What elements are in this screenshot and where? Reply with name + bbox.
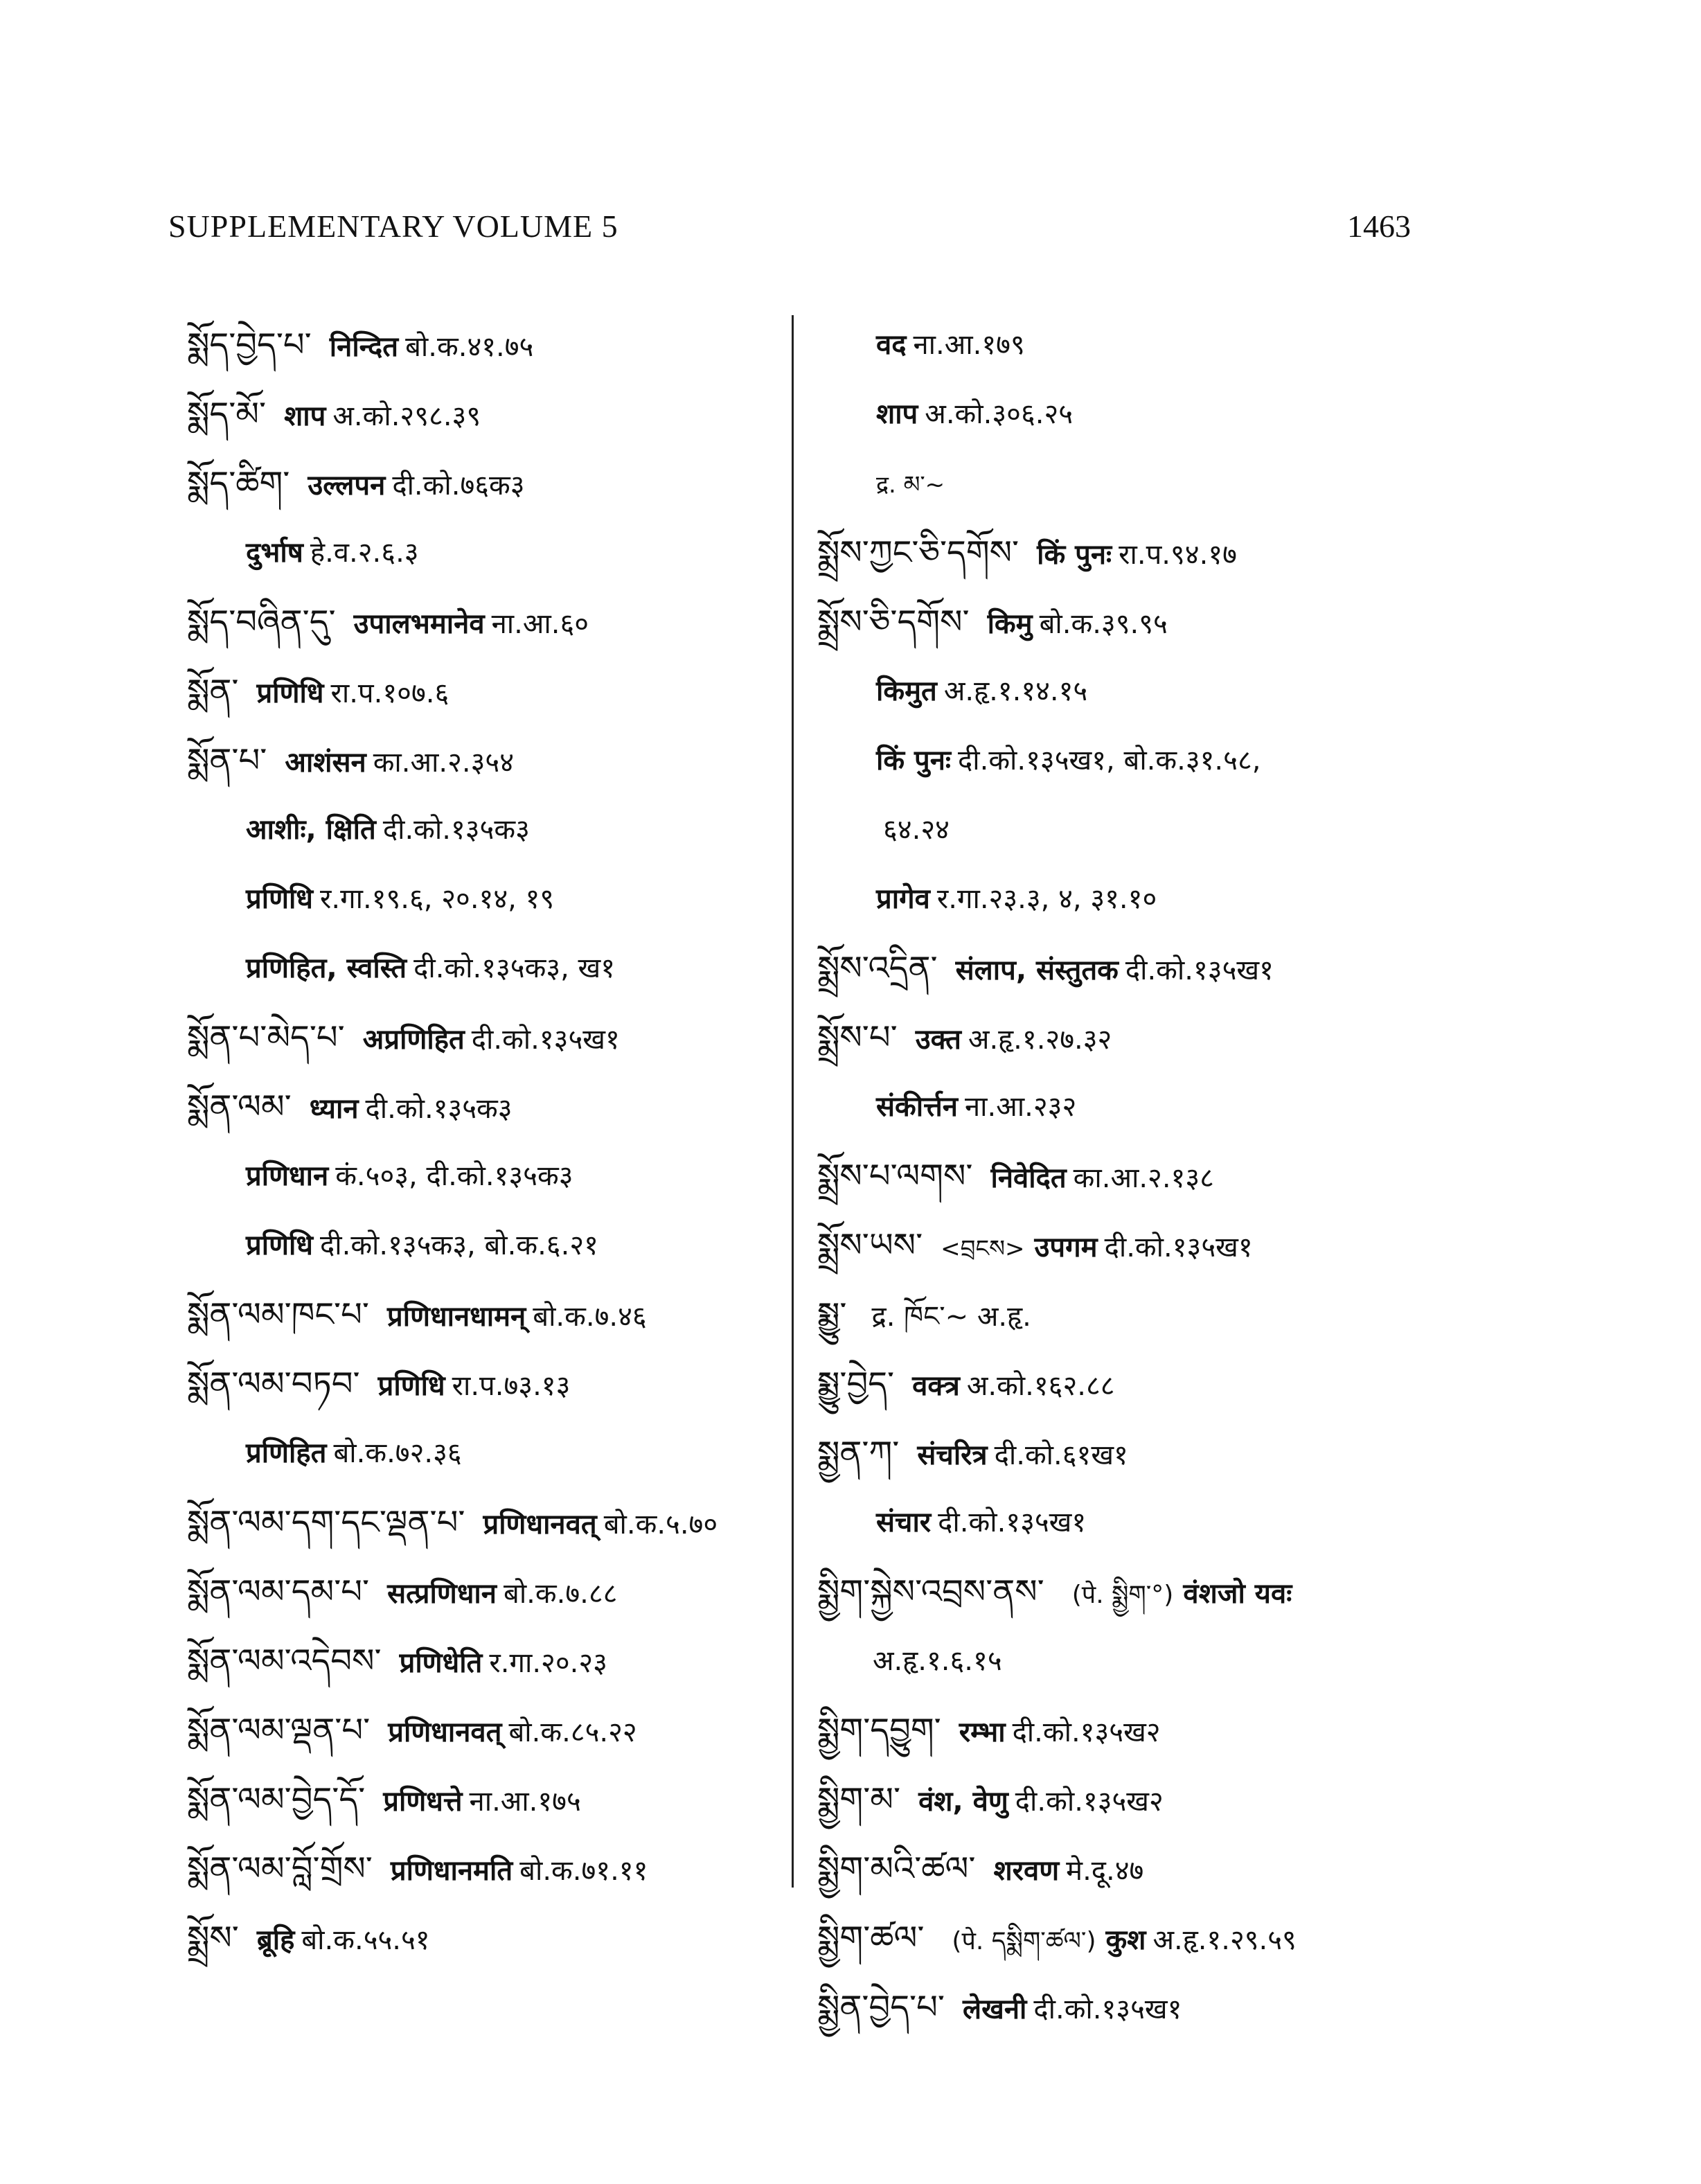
sanskrit-equivalent: प्रणिधत्ते <box>383 1786 463 1818</box>
source-reference: मे.दू.४७ <box>1066 1855 1144 1887</box>
dictionary-entry <box>817 1765 1579 1834</box>
dictionary-entry <box>187 1626 783 1696</box>
dictionary-entry <box>187 1696 783 1765</box>
tibetan-headword: སྨྱིག་ཚལ་ <box>817 1919 925 1957</box>
tibetan-headword: སྨོན་པ་ <box>187 741 267 780</box>
dictionary-entry <box>187 1349 783 1419</box>
column-divider <box>792 315 794 1888</box>
dictionary-entry <box>187 1419 783 1488</box>
dictionary-entry <box>817 1072 1579 1142</box>
dictionary-entry <box>817 1626 1579 1696</box>
dictionary-entry <box>817 864 1579 934</box>
dictionary-entry <box>187 726 783 795</box>
dictionary-entry <box>817 1696 1579 1765</box>
dictionary-entry <box>187 864 783 934</box>
dictionary-entry <box>187 795 783 864</box>
source-reference: ६४.२४ <box>883 814 950 846</box>
tibetan-headword: སྨྲོས་པ་ <box>817 1018 898 1057</box>
dictionary-entry <box>187 1211 783 1280</box>
source-reference: अ.को.३०६.२५ <box>925 398 1074 430</box>
source-reference: दी.को.१३५क३, ख१ <box>413 952 616 984</box>
dictionary-entry <box>817 310 1579 380</box>
sanskrit-equivalent: संकीर्त्तन <box>876 1091 958 1123</box>
variant-note: (पे. སྨྱིག་°) <box>1071 1581 1174 1609</box>
sanskrit-equivalent: कुश <box>1105 1924 1146 1956</box>
left-column <box>187 310 783 1973</box>
sanskrit-equivalent: प्रणिधान <box>246 1160 329 1192</box>
dictionary-entry <box>187 1834 783 1903</box>
source-reference: रा.प.१०७.६ <box>330 677 449 709</box>
page-number: 1463 <box>1347 208 1411 244</box>
dictionary-entry <box>817 1903 1579 1973</box>
dictionary-entry <box>817 1419 1579 1488</box>
sanskrit-equivalent: प्रणिधि <box>377 1370 445 1402</box>
tibetan-headword: སྨྲོས་འདྲིན་ <box>817 949 938 988</box>
sanskrit-equivalent: आशीः, क्षिति <box>246 814 376 846</box>
tibetan-headword: སྨོན་ལམ་བློ་གྲོས་ <box>187 1849 373 1888</box>
tibetan-headword: སྨོན་ལམ་བཏབ་ <box>187 1365 360 1403</box>
sanskrit-equivalent: उक्त <box>915 1024 961 1056</box>
sanskrit-equivalent: प्रणिहित, स्वस्ति <box>246 952 407 984</box>
dictionary-entry <box>187 1488 783 1557</box>
sanskrit-equivalent: सत्प्रणिधान <box>387 1578 497 1610</box>
sanskrit-equivalent: प्रणिधानमति <box>390 1855 513 1887</box>
dictionary-entry <box>817 1973 1579 2042</box>
sanskrit-equivalent: उपालभमानेव <box>353 608 485 640</box>
source-reference: का.आ.२.१३८ <box>1073 1162 1214 1194</box>
tibetan-headword: སྨོད་བྱེད་པ་ <box>187 326 312 364</box>
source-reference: अ.हृ.१.२७.३२ <box>968 1024 1112 1056</box>
source-reference: दी.को.१३५ख२ <box>1012 1716 1161 1748</box>
source-reference: बो.क.७२.३६ <box>333 1437 462 1469</box>
source-reference: ना.आ.१७९ <box>913 329 1025 361</box>
running-head: SUPPLEMENTARY VOLUME 5 <box>168 208 618 244</box>
tibetan-headword: སྨོན་ལམ་ <box>187 1087 292 1126</box>
dictionary-entry <box>817 657 1579 726</box>
source-reference: द्र. ཁོང་~ अ.हृ. <box>871 1301 1031 1333</box>
dictionary-entry <box>817 1142 1579 1211</box>
dictionary-entry <box>187 1142 783 1211</box>
sanskrit-equivalent: किमु <box>987 608 1033 640</box>
dictionary-entry <box>187 1003 783 1072</box>
sanskrit-equivalent: प्रागेव <box>876 883 930 915</box>
variant-note: (पे. དསྨིག་ཚལ་) <box>952 1927 1096 1955</box>
sanskrit-equivalent: वक्त्र <box>912 1370 960 1402</box>
tibetan-headword: སྨྱིག་དབྱུག་ <box>817 1711 941 1750</box>
source-reference: दी.को.१३५क३ <box>365 1093 513 1125</box>
sanskrit-equivalent: किं पुनः <box>876 745 952 776</box>
tibetan-headword: སྨྲོས་པ་ལགས་ <box>817 1157 973 1196</box>
tibetan-headword: སྨོན་ལམ་བྱེད་དོ་ <box>187 1780 366 1819</box>
sanskrit-equivalent: प्रणिधि <box>246 1229 313 1261</box>
sanskrit-equivalent: वद <box>876 329 907 361</box>
sanskrit-equivalent: संलाप, संस्तुतक <box>955 955 1119 986</box>
source-reference: बो.क.७.८८ <box>503 1578 618 1610</box>
dictionary-entry <box>187 310 783 380</box>
dictionary-entry <box>187 1903 783 1973</box>
sanskrit-equivalent: वंशजो यवः <box>1183 1578 1292 1610</box>
source-reference: दी.को.६१ख१ <box>994 1439 1128 1471</box>
source-reference: दी.को.१३५ख१, बो.क.३१.५८, <box>958 745 1261 776</box>
source-reference: अ.हृ.१.२९.५९ <box>1152 1924 1297 1956</box>
sanskrit-equivalent: प्रणिहित <box>246 1437 327 1469</box>
dictionary-entry <box>817 1211 1579 1280</box>
source-reference: हे.व.२.६.३ <box>310 537 419 569</box>
dictionary-entry <box>817 449 1579 518</box>
sanskrit-equivalent: अप्रणिहित <box>362 1024 465 1056</box>
tibetan-headword: སྨྲོས་ཅི་དགོས་ <box>817 603 970 641</box>
sanskrit-equivalent: ब्रूहि <box>256 1924 295 1956</box>
source-reference: अ.हृ.१.१४.१५ <box>943 675 1088 707</box>
sanskrit-equivalent: प्रणिधानधामन् <box>386 1301 526 1333</box>
source-reference: कं.५०३, दी.को.१३५क३ <box>335 1160 573 1192</box>
source-reference: दी.को.१३५ख२ <box>1015 1786 1164 1818</box>
sanskrit-equivalent: प्रणिधानवत् <box>483 1509 597 1541</box>
dictionary-entry <box>817 934 1579 1003</box>
dictionary-entry <box>817 380 1579 449</box>
tibetan-headword: སྨྲོས་ཀྱང་ཅི་དགོས་ <box>817 533 1019 572</box>
source-reference: बो.क.८५.२२ <box>508 1716 637 1748</box>
source-reference: ना.आ.२३२ <box>964 1091 1077 1123</box>
source-reference: रा.प.७३.१३ <box>452 1370 571 1402</box>
sanskrit-equivalent: प्रणिधानवत् <box>388 1716 502 1748</box>
sanskrit-equivalent: संचार <box>876 1507 932 1538</box>
source-reference: बो.क.७१.११ <box>519 1855 648 1887</box>
entry-note: द्र. མ་~ <box>876 471 945 499</box>
dictionary-entry <box>817 1834 1579 1903</box>
dictionary-entry <box>817 518 1579 587</box>
source-reference: र.गा.२०.२३ <box>489 1647 607 1679</box>
dictionary-entry <box>817 726 1579 795</box>
source-reference: बो.क.५५.५१ <box>301 1924 430 1956</box>
source-reference: र.गा.२३.३, ४, ३१.१० <box>936 883 1157 915</box>
source-reference: दी.को.१३५ख१ <box>938 1507 1087 1538</box>
source-reference: र.गा.१९.६, २०.१४, १९ <box>320 883 555 915</box>
tibetan-headword: སྨྱིག་མ་ <box>817 1780 901 1819</box>
dictionary-entry <box>187 518 783 587</box>
tibetan-headword: སྨོན་པ་མེད་པ་ <box>187 1018 345 1057</box>
sanskrit-equivalent: दुर्भाष <box>246 537 303 569</box>
dictionary-entry <box>187 587 783 657</box>
dictionary-entry <box>817 587 1579 657</box>
sanskrit-equivalent: आशंसन <box>285 747 366 779</box>
tibetan-headword: སྨྲོས་ཡས་ <box>817 1226 923 1265</box>
tibetan-headword: སྨོན་ལམ་ལྡན་པ་ <box>187 1711 371 1750</box>
source-reference: दी.को.१३५ख१ <box>1033 1994 1182 2025</box>
dictionary-entry <box>817 1349 1579 1419</box>
sanskrit-equivalent: लेखनी <box>962 1994 1027 2025</box>
right-column <box>817 310 1579 2042</box>
source-reference: बो.क.७.४६ <box>533 1301 647 1333</box>
tibetan-headword: སྨོད་བཞིན་དུ་ <box>187 603 336 641</box>
source-reference: दी.को.१३५क३ <box>382 814 530 846</box>
sanskrit-equivalent: ध्यान <box>309 1093 359 1125</box>
tibetan-headword: སྨོན་ལམ་ཁང་པ་ <box>187 1295 369 1334</box>
sanskrit-equivalent: निवेदित <box>990 1162 1067 1194</box>
dictionary-entry <box>187 934 783 1003</box>
sanskrit-equivalent: किमुत <box>876 675 937 707</box>
source-reference: दी.को.१३५ख१ <box>1125 955 1274 986</box>
dictionary-entry <box>817 1280 1579 1349</box>
source-reference: बो.क.४१.७५ <box>405 331 534 363</box>
source-reference: ना.आ.१७५ <box>469 1786 581 1818</box>
tibetan-headword: སྨོན་ལམ་དམ་པ་ <box>187 1572 370 1611</box>
sanskrit-equivalent: रम्भा <box>959 1716 1006 1748</box>
sanskrit-equivalent: उल्लपन <box>308 470 386 501</box>
entry-note: <བྲངས> <box>941 1235 1025 1263</box>
tibetan-headword: སྨོན་ལམ་དག་དང་ལྡན་པ་ <box>187 1503 465 1542</box>
source-reference: दी.को.१३५ख१ <box>471 1024 620 1056</box>
sanskrit-equivalent: उपगम <box>1034 1232 1098 1263</box>
source-reference: बो.क.५.७० <box>603 1509 718 1541</box>
dictionary-entry <box>187 1765 783 1834</box>
source-reference: अ.को.१६२.८८ <box>966 1370 1115 1402</box>
tibetan-headword: སྨོད་མོ་ <box>187 395 267 434</box>
sanskrit-equivalent: प्रणिधि <box>256 677 324 709</box>
sanskrit-equivalent: शाप <box>284 400 326 432</box>
tibetan-headword: སྨྱུ་ <box>817 1295 847 1334</box>
source-reference: दी.को.७६क३ <box>392 470 525 501</box>
source-reference: ना.आ.६० <box>491 608 589 640</box>
dictionary-entry <box>187 449 783 518</box>
tibetan-headword: སྨྱིག་སྐྱེས་འབྲས་ནས་ <box>817 1572 1044 1611</box>
sanskrit-equivalent: वंश, वेणु <box>918 1786 1008 1818</box>
dictionary-entry <box>187 1072 783 1142</box>
sanskrit-equivalent: किं पुनः <box>1037 539 1112 571</box>
dictionary-entry <box>187 1280 783 1349</box>
source-reference: अ.को.२९८.३९ <box>332 400 481 432</box>
tibetan-headword: སྨྱན་ཀ་ <box>817 1434 900 1473</box>
dictionary-entry <box>817 795 1579 864</box>
dictionary-entry <box>187 380 783 449</box>
tibetan-headword: སྨྱུ་བྱེད་ <box>817 1365 895 1403</box>
tibetan-headword: སྨྲོས་ <box>187 1919 239 1957</box>
sanskrit-equivalent: संचरित्र <box>917 1439 988 1471</box>
sanskrit-equivalent: शाप <box>876 398 918 430</box>
source-reference: अ.हृ.१.६.१५ <box>873 1645 1002 1677</box>
tibetan-headword: སྨོད་ཚིག་ <box>187 464 290 503</box>
dictionary-entry <box>817 1003 1579 1072</box>
source-reference: दी.को.१३५ख१ <box>1104 1232 1253 1263</box>
dictionary-entry <box>187 657 783 726</box>
source-reference: बो.क.३९.९५ <box>1039 608 1168 640</box>
tibetan-headword: སྨོན་ལམ་འདེབས་ <box>187 1642 382 1680</box>
sanskrit-equivalent: प्रणिधि <box>246 883 313 915</box>
source-reference: का.आ.२.३५४ <box>373 747 514 779</box>
source-reference: दी.को.१३५क३, बो.क.६.२१ <box>320 1229 598 1261</box>
sanskrit-equivalent: शरवण <box>993 1855 1060 1887</box>
tibetan-headword: སྨྱིན་བྱེད་པ་ <box>817 1988 945 2027</box>
source-reference: रा.प.९४.१७ <box>1119 539 1237 571</box>
sanskrit-equivalent: प्रणिधेति <box>399 1647 483 1679</box>
dictionary-entry <box>817 1488 1579 1557</box>
dictionary-entry <box>817 1557 1579 1626</box>
tibetan-headword: སྨོན་ <box>187 672 239 711</box>
tibetan-headword: སྨྱིག་མའི་ཚལ་ <box>817 1849 976 1888</box>
sanskrit-equivalent: निन्दित <box>329 331 399 363</box>
dictionary-entry <box>187 1557 783 1626</box>
